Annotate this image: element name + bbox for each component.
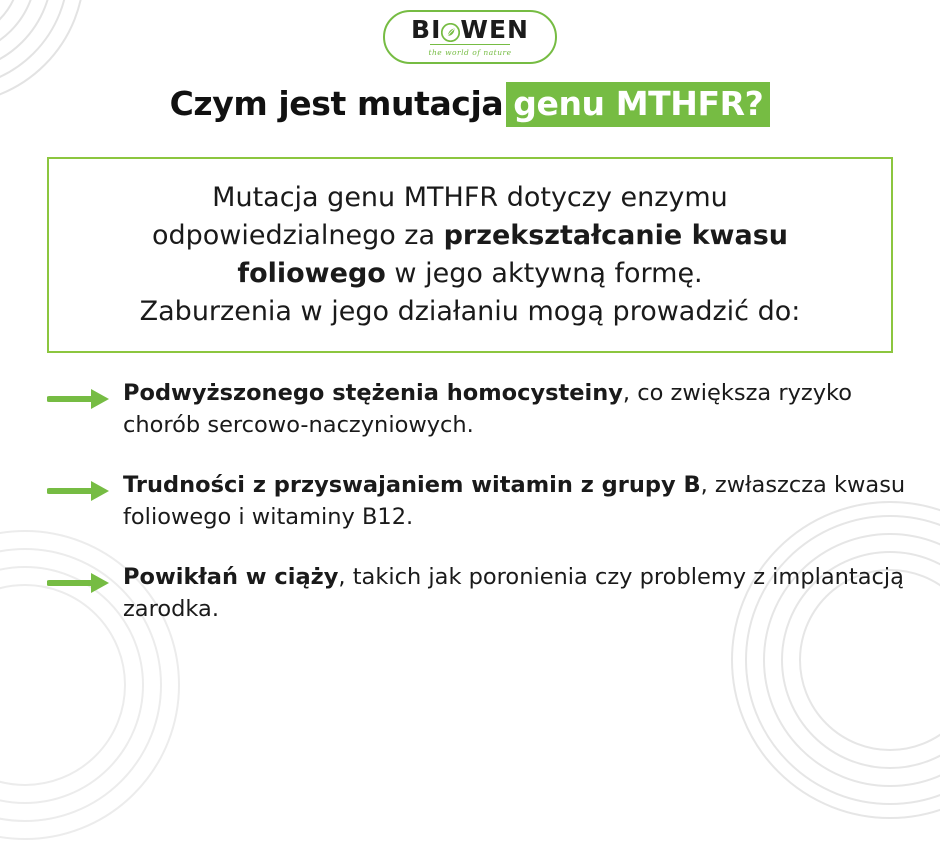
logo-divider	[430, 44, 510, 45]
bullet-list	[47, 378, 907, 654]
list-item-bold: Powikłań w ciąży	[123, 563, 339, 590]
list-item	[47, 470, 907, 534]
list-item-rest: , co zwiększa ryzyko chorób sercowo-naczyniowych.	[123, 380, 853, 438]
list-item-rest: , takich jak poronienia czy problemy z implantacją zarodka.	[123, 563, 904, 622]
list-item	[47, 378, 907, 442]
list-item-text	[123, 562, 907, 626]
list-item-bold: Podwyższonego stężenia homocysteiny	[123, 380, 623, 406]
intro-line2-plain: odpowiedzialnego za	[151, 219, 444, 251]
leaf-icon	[441, 21, 460, 40]
intro-line3-bold: foliowego	[237, 258, 386, 289]
list-item-text	[123, 378, 907, 442]
list-item-rest: , zwłaszcza kwasu foliowego i witaminy B12.	[123, 471, 906, 530]
arrow-right-icon	[47, 562, 123, 600]
intro-line1: Mutacja genu MTHFR dotyczy enzymu	[212, 181, 728, 213]
title-highlight: genu MTHFR?	[506, 82, 770, 127]
logo-wordmark	[411, 17, 529, 42]
intro-text	[126, 179, 815, 331]
page-title	[0, 84, 940, 123]
intro-line4: Zaburzenia w jego działaniu mogą prowadzić do:	[139, 296, 801, 328]
logo-tagline: the world of nature	[428, 48, 512, 57]
title-plain: Czym jest mutacja	[169, 84, 504, 123]
arrow-right-icon	[47, 470, 123, 508]
list-item-text	[123, 470, 907, 534]
list-item-bold: Trudności z przyswajaniem witamin z grupy B	[123, 471, 701, 498]
intro-line2-bold: przekształcanie kwasu	[443, 219, 788, 251]
logo-name-part1: BI	[411, 15, 442, 44]
brand-logo	[383, 10, 557, 64]
logo-name-part2: WEN	[460, 15, 529, 44]
arrow-right-icon	[47, 378, 123, 416]
list-item	[47, 562, 907, 626]
intro-line3-plain: w jego aktywną formę.	[385, 258, 703, 289]
decorative-arcs-top-left	[0, 0, 130, 150]
logo-pill	[383, 10, 557, 64]
intro-box	[47, 157, 893, 353]
